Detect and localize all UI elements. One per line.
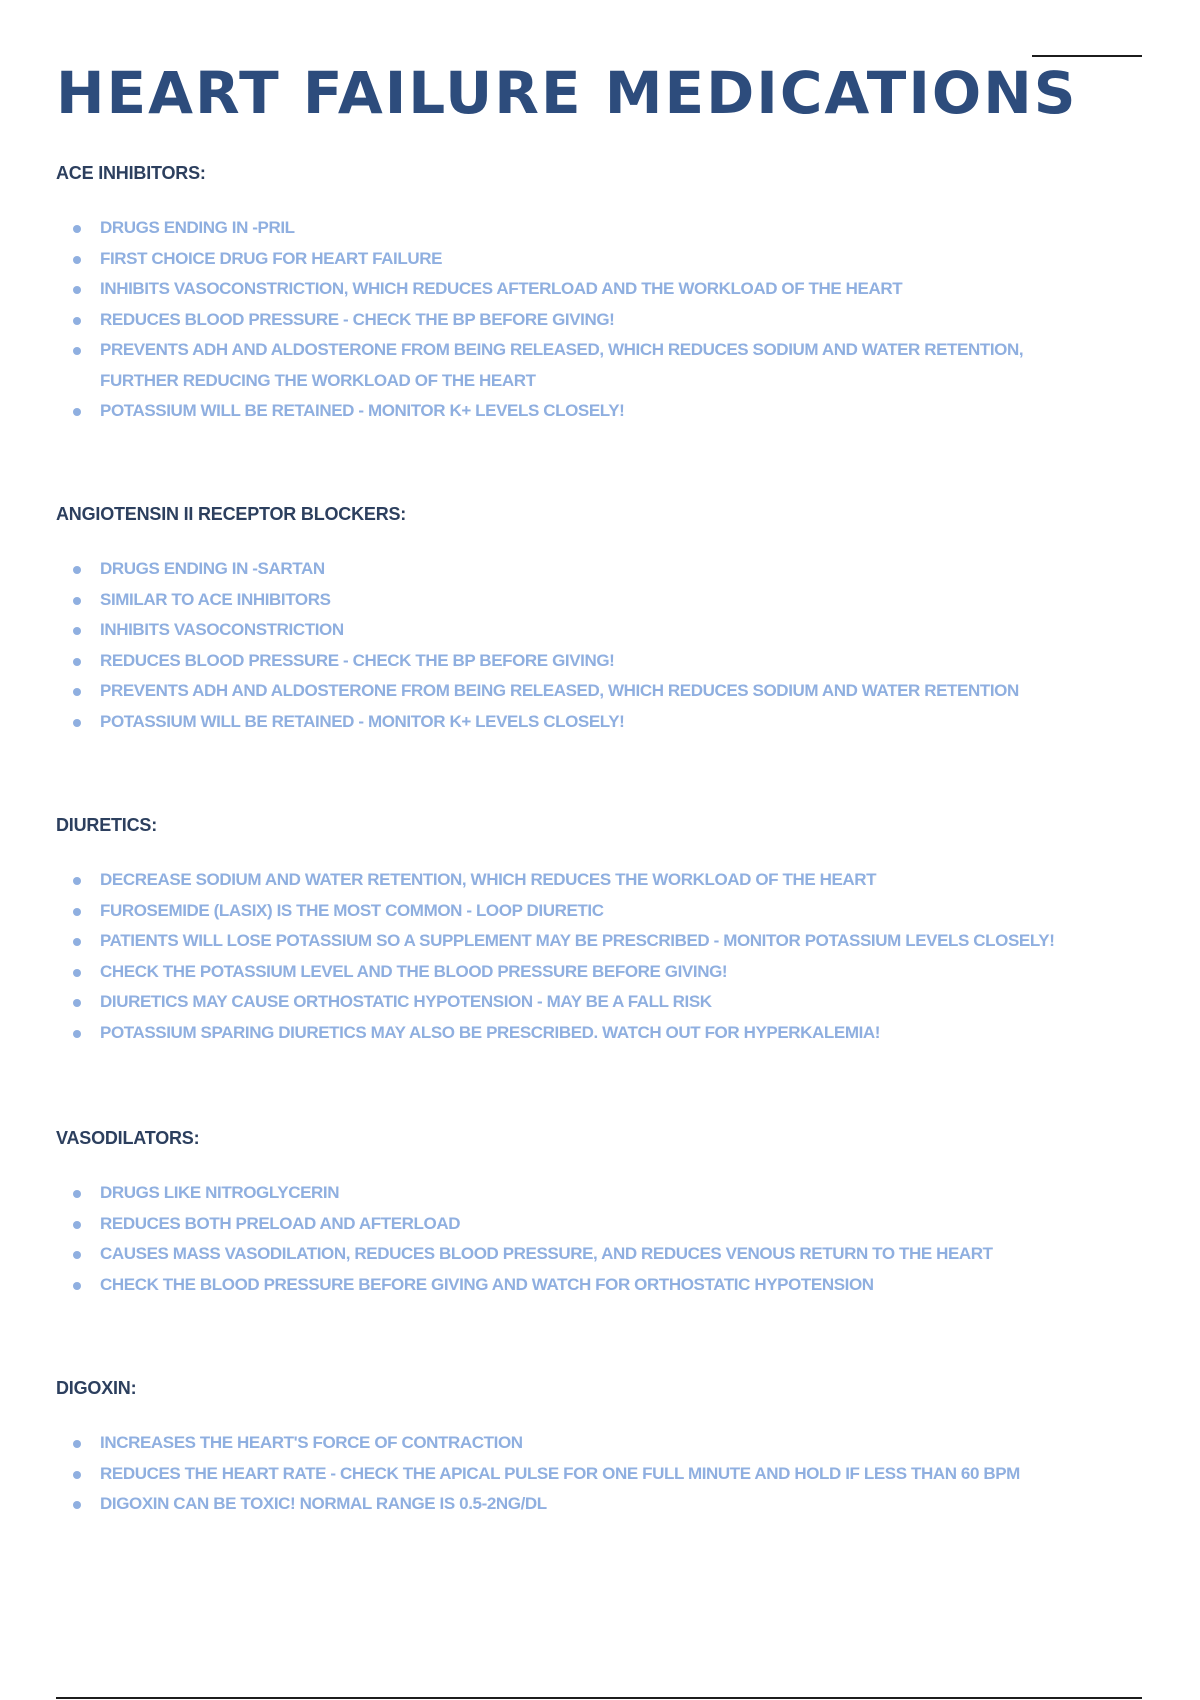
list-item [56,305,1096,336]
bullet-icon [73,1251,81,1259]
list-item [56,213,1096,244]
section-diuretics [56,814,1096,1048]
bullet-list [56,865,1096,1048]
list-item [56,274,1096,305]
list-item-text: REDUCES THE HEART RATE - CHECK THE APICAL PULSE FOR ONE FULL MINUTE AND HOLD IF LESS THAN 60 BPM [100,1463,1020,1483]
bullet-icon [73,938,81,946]
list-item-text: DIURETICS MAY CAUSE ORTHOSTATIC HYPOTENSION - MAY BE A FALL RISK [100,992,712,1011]
bottom-divider-line [56,1697,1142,1699]
page-title: HEART FAILURE MEDICATIONS [56,59,1078,127]
list-item [56,926,1096,957]
bullet-icon [73,408,81,416]
bullet-icon [73,1190,81,1198]
list-item-text: PREVENTS ADH AND ALDOSTERONE FROM BEING RELEASED, WHICH REDUCES SODIUM AND WATER RETENTION [100,681,1019,700]
bullet-list [56,554,1096,737]
section-heading: VASODILATORS: [56,1128,200,1148]
list-item-text: POTASSIUM WILL BE RETAINED - MONITOR K+ LEVELS CLOSELY! [100,401,625,420]
list-item-text: REDUCES BLOOD PRESSURE - CHECK THE BP BEFORE GIVING! [100,309,615,329]
section-vasodilators [56,1127,1096,1300]
bullet-icon [73,1440,81,1448]
bullet-icon [73,317,81,325]
list-item [56,585,1096,616]
list-item-text: POTASSIUM SPARING DIURETICS MAY ALSO BE PRESCRIBED. WATCH OUT FOR HYPERKALEMIA! [100,1022,881,1042]
section-angiotensin-receptor-blockers [56,503,1096,737]
list-item-text: CAUSES MASS VASODILATION, REDUCES BLOOD PRESSURE, AND REDUCES VENOUS RETURN TO THE HEART [100,1244,993,1263]
list-item [56,244,1096,275]
list-item [56,554,1096,585]
list-item-text: PREVENTS ADH AND ALDOSTERONE FROM BEING RELEASED, WHICH REDUCES SODIUM AND WATER RETENTION, FURTHER REDUCING THE WORKLOAD OF THE HEART [100,340,1024,390]
list-item [56,1428,1096,1459]
list-item-text: DIGOXIN CAN BE TOXIC! NORMAL RANGE IS 0.5-2NG/DL [100,1494,547,1513]
list-item-text: CHECK THE POTASSIUM LEVEL AND THE BLOOD PRESSURE BEFORE GIVING! [100,961,728,981]
list-item-text: FUROSEMIDE (LASIX) IS THE MOST COMMON - LOOP DIURETIC [100,900,604,920]
list-item-text: REDUCES BLOOD PRESSURE - CHECK THE BP BEFORE GIVING! [100,650,615,670]
bullet-icon [73,286,81,294]
list-item [56,957,1096,988]
bullet-icon [73,688,81,696]
bullet-list [56,1178,1096,1300]
section-heading: ANGIOTENSIN II RECEPTOR BLOCKERS: [56,504,407,524]
list-item [56,1459,1096,1490]
bullet-icon [73,225,81,233]
bullet-icon [73,908,81,916]
top-divider-line [1032,55,1142,57]
section-digoxin [56,1377,1096,1520]
list-item-text: DRUGS ENDING IN -PRIL [100,218,295,237]
bullet-icon [73,597,81,605]
bullet-icon [73,1282,81,1290]
list-item-text: POTASSIUM WILL BE RETAINED - MONITOR K+ LEVELS CLOSELY! [100,711,625,731]
list-item [56,1489,1096,1520]
list-item [56,1018,1096,1049]
list-item [56,615,1096,646]
list-item-text: CHECK THE BLOOD PRESSURE BEFORE GIVING AND WATCH FOR ORTHOSTATIC HYPOTENSION [100,1274,874,1294]
bullet-icon [73,877,81,885]
list-item-text: REDUCES BOTH PRELOAD AND AFTERLOAD [100,1213,461,1233]
list-item [56,335,1080,396]
list-item [56,396,1096,427]
bullet-icon [73,1030,81,1038]
bullet-icon [73,627,81,635]
bullet-icon [73,719,81,727]
list-item-text: DRUGS LIKE NITROGLYCERIN [100,1183,340,1202]
list-item [56,676,1096,707]
list-item [56,646,1096,677]
list-item-text: DECREASE SODIUM AND WATER RETENTION, WHICH REDUCES THE WORKLOAD OF THE HEART [100,870,877,889]
list-item [56,1270,1096,1301]
section-heading: DIURETICS: [56,815,157,835]
bullet-icon [73,256,81,264]
list-item [56,1209,1096,1240]
list-item-text: INHIBITS VASOCONSTRICTION [100,620,344,639]
list-item-text: PATIENTS WILL LOSE POTASSIUM SO A SUPPLEMENT MAY BE PRESCRIBED - MONITOR POTASSIUM LEVELS CLOSELY! [100,931,1055,950]
list-item [56,1239,1096,1270]
section-heading: DIGOXIN: [56,1378,137,1398]
bullet-icon [73,969,81,977]
bullet-icon [73,999,81,1007]
bullet-icon [73,1471,81,1479]
list-item-text: DRUGS ENDING IN -SARTAN [100,559,325,578]
bullet-list [56,1428,1096,1520]
list-item [56,707,1096,738]
list-item [56,896,1096,927]
bullet-icon [73,566,81,574]
list-item-text: INHIBITS VASOCONSTRICTION, WHICH REDUCES AFTERLOAD AND THE WORKLOAD OF THE HEART [100,279,903,298]
list-item [56,987,1096,1018]
list-item [56,865,1096,896]
bullet-icon [73,1221,81,1229]
list-item [56,1178,1096,1209]
section-ace-inhibitors [56,162,1096,427]
section-heading: ACE INHIBITORS: [56,163,206,183]
bullet-icon [73,1501,81,1509]
list-item-text: SIMILAR TO ACE INHIBITORS [100,589,331,609]
list-item-text: FIRST CHOICE DRUG FOR HEART FAILURE [100,248,443,268]
bullet-list [56,213,1096,427]
list-item-text: INCREASES THE HEART'S FORCE OF CONTRACTION [100,1433,523,1452]
bullet-icon [73,658,81,666]
bullet-icon [73,347,81,355]
